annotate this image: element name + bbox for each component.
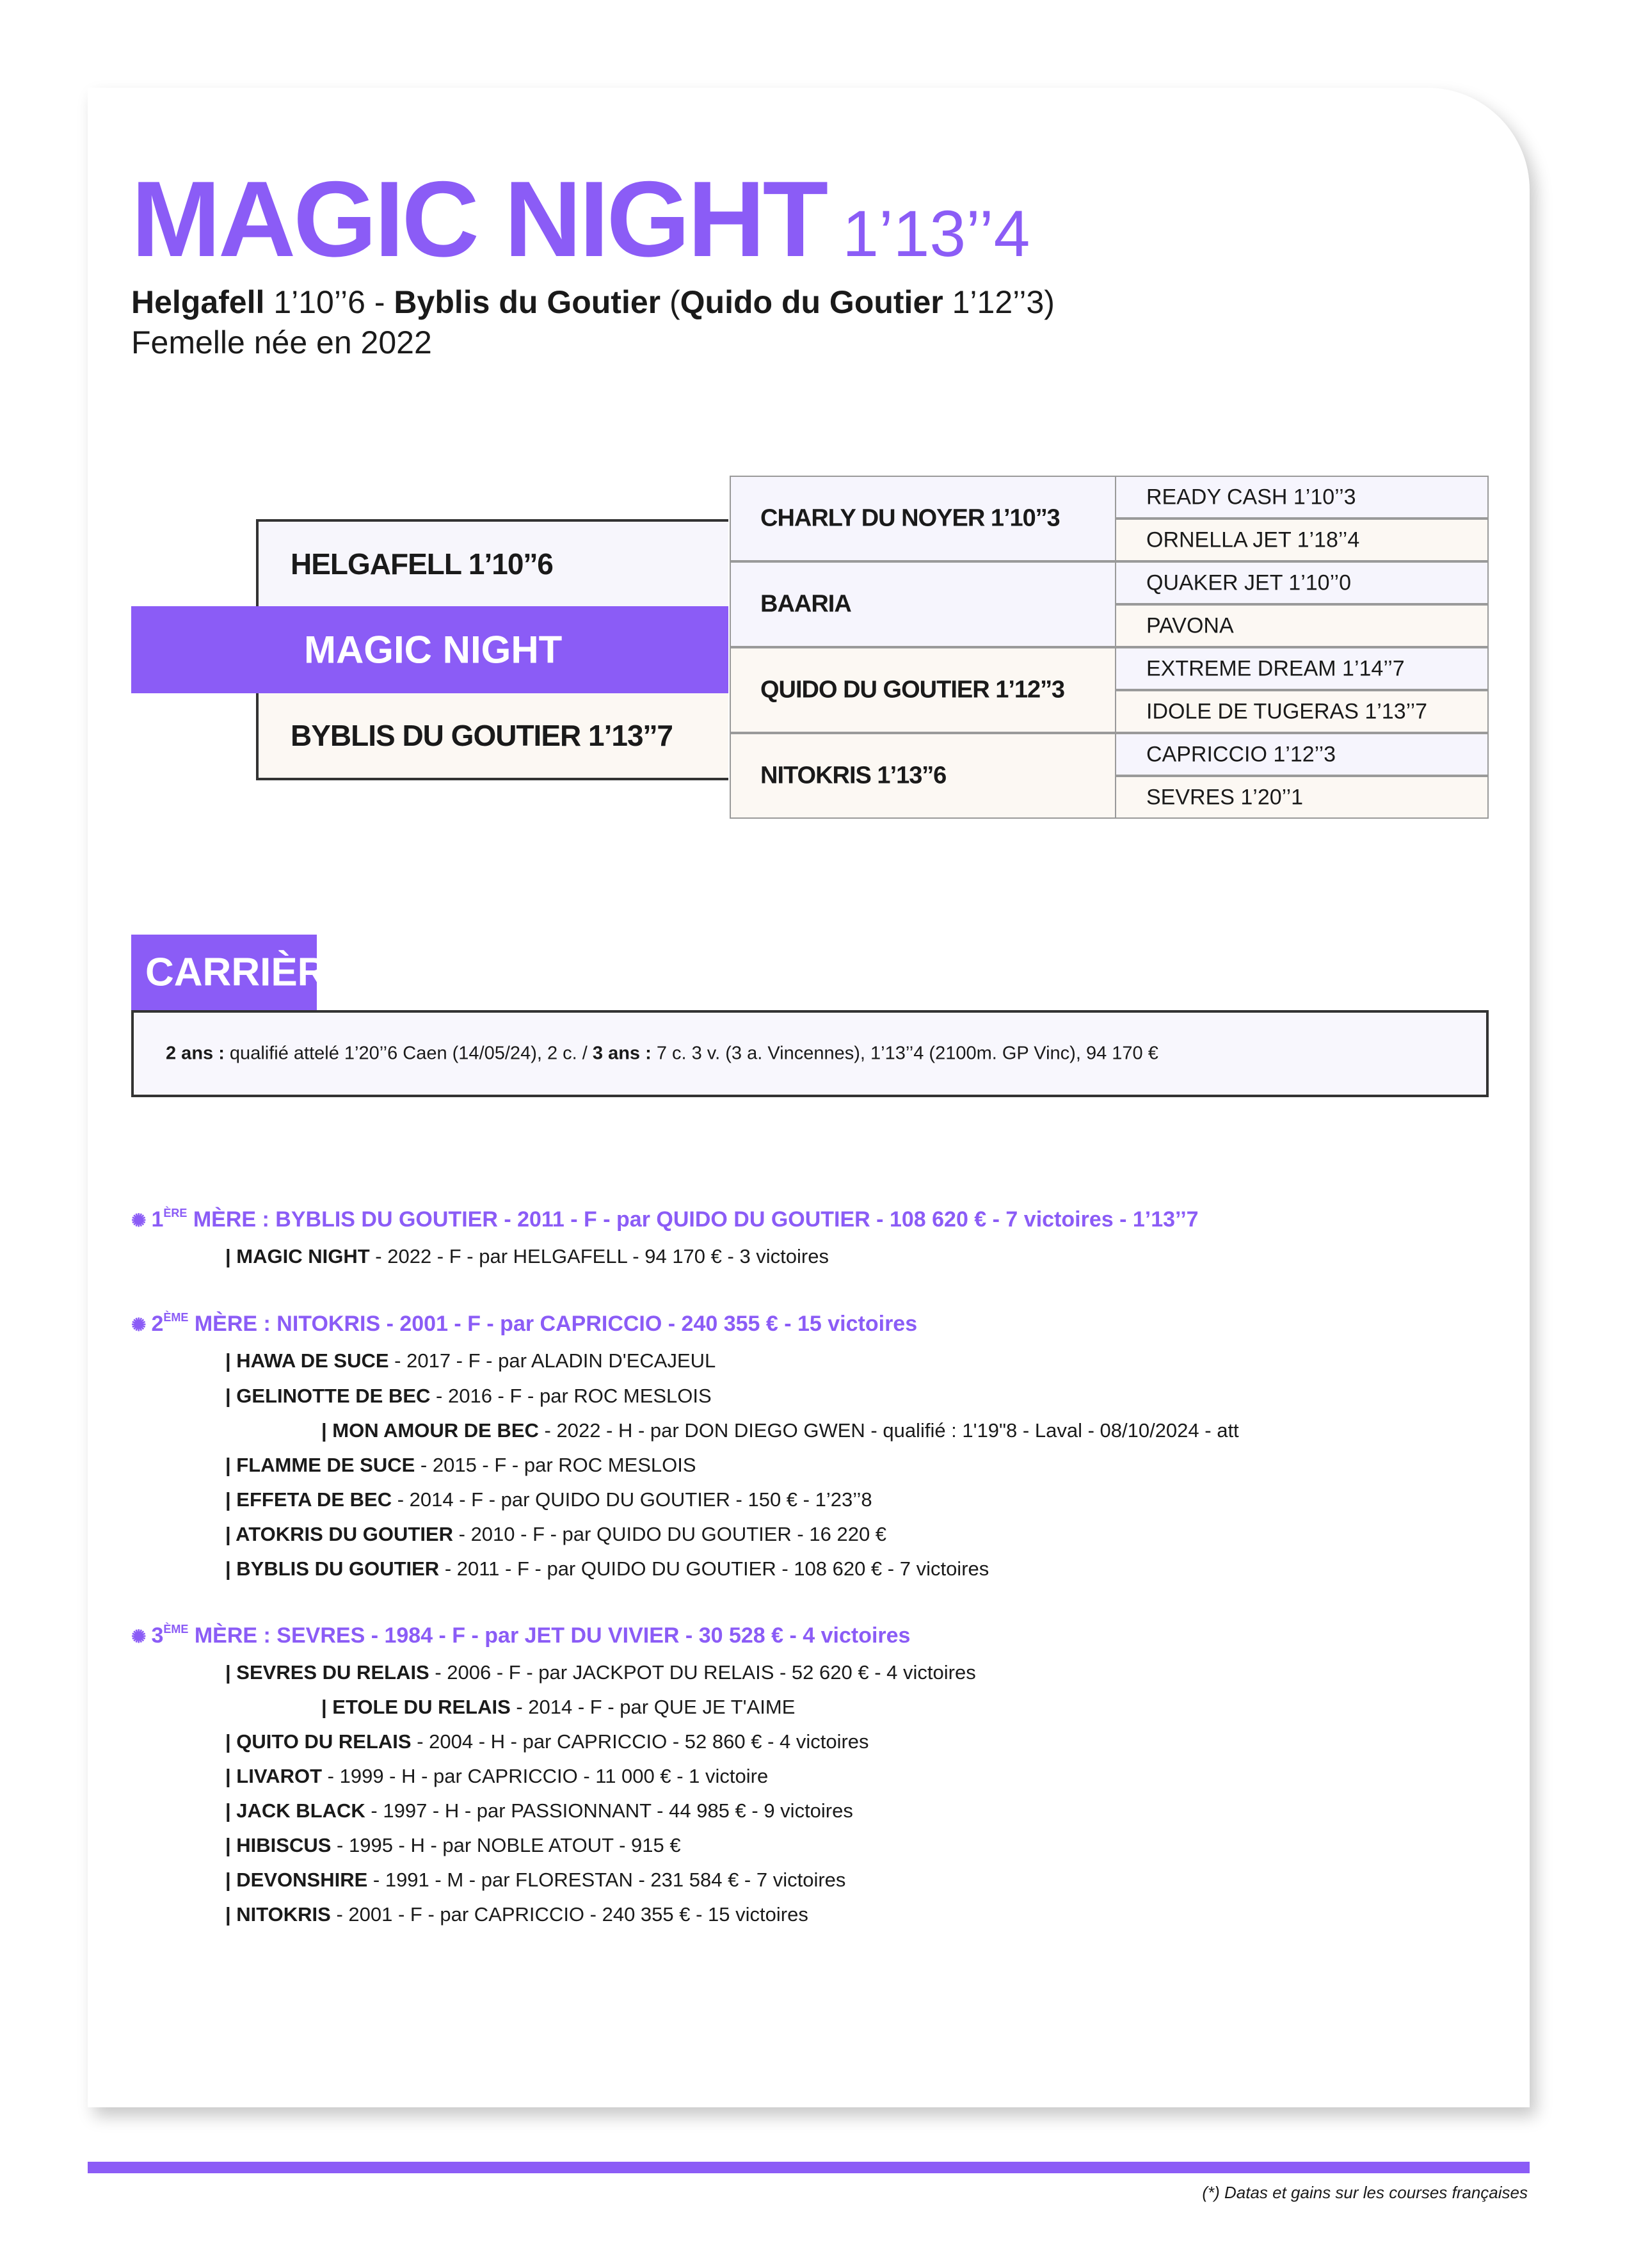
great-grandparent-label: QUAKER JET 1’10’’0 — [1146, 570, 1351, 595]
career-heading — [131, 935, 353, 1010]
great-grandparent-label: CAPRICCIO 1’12’’3 — [1146, 742, 1336, 766]
dam-rank: 3 — [151, 1623, 164, 1648]
produce-line — [225, 1385, 712, 1408]
produce-line — [225, 1903, 808, 1926]
produce-line — [225, 1523, 886, 1546]
produce-name: | SEVRES DU RELAIS — [225, 1661, 429, 1684]
pedigree-dam — [256, 693, 728, 780]
career-age3-text: 7 c. 3 v. (3 a. Vincennes), 1’13’’4 (2100m. GP Vinc), 94 170 € — [651, 1043, 1158, 1064]
produce-line — [321, 1696, 795, 1719]
pedigree-grandparent — [730, 561, 1116, 647]
career-age3-label: 3 ans : — [592, 1043, 652, 1064]
flower-icon: ✺ — [131, 1627, 147, 1646]
produce-name: | FLAMME DE SUCE — [225, 1454, 415, 1476]
pedigree-great-grandparent — [1115, 519, 1489, 561]
horse-title — [131, 159, 1030, 279]
pedigree-great-grandparent — [1115, 561, 1489, 604]
great-grandparent-label: EXTREME DREAM 1’14’’7 — [1146, 656, 1405, 680]
sire-record: 1’10’’6 — [273, 284, 365, 320]
produce-name: | DEVONSHIRE — [225, 1869, 368, 1891]
produce-line — [225, 1454, 696, 1477]
produce-line — [225, 1730, 869, 1753]
produce-detail: - 2011 - F - par QUIDO DU GOUTIER - 108 620 € - 7 victoires — [439, 1557, 989, 1580]
produce-name: | NITOKRIS — [225, 1903, 331, 1926]
produce-line — [225, 1349, 716, 1372]
produce-name: | MON AMOUR DE BEC — [321, 1419, 539, 1442]
produce-line — [225, 1661, 976, 1684]
produce-line — [225, 1799, 853, 1822]
damsire-name: Quido du Goutier — [680, 284, 943, 320]
pedigree-great-grandparent — [1115, 647, 1489, 690]
dam-text: MÈRE : BYBLIS DU GOUTIER - 2011 - F - par QUIDO DU GOUTIER - 108 620 € - 7 victoires - 1’13’’7 — [187, 1207, 1199, 1232]
great-grandparent-label: PAVONA — [1146, 613, 1234, 638]
horse-record: 1’13’’4 — [842, 197, 1030, 270]
grandparent-label: BAARIA — [760, 590, 851, 618]
career-heading-label: CARRIÈRE — [145, 950, 353, 995]
damsire-record: 1’12’’3 — [952, 284, 1045, 320]
pedigree-great-grandparent — [1115, 690, 1489, 733]
grandparent-label: CHARLY DU NOYER 1’10’’3 — [760, 504, 1060, 532]
second-dam-heading — [131, 1311, 917, 1337]
great-grandparent-label: ORNELLA JET 1’18’’4 — [1146, 527, 1360, 552]
produce-detail: - 2004 - H - par CAPRICCIO - 52 860 € - 4 victoires — [411, 1730, 869, 1753]
produce-line — [225, 1245, 829, 1268]
produce-line — [225, 1765, 768, 1788]
pedigree-great-grandparent — [1115, 776, 1489, 819]
produce-detail: - 2017 - F - par ALADIN D'ECAJEUL — [388, 1349, 716, 1372]
dam-text: MÈRE : NITOKRIS - 2001 - F - par CAPRICCIO - 240 355 € - 15 victoires — [188, 1312, 918, 1336]
career-text — [166, 1043, 1158, 1065]
pedigree-grandparent — [730, 733, 1116, 819]
produce-name: | QUITO DU RELAIS — [225, 1730, 412, 1753]
produce-detail: - 2006 - F - par JACKPOT DU RELAIS - 52 620 € - 4 victoires — [429, 1661, 976, 1684]
produce-name: | HIBISCUS — [225, 1834, 332, 1856]
flower-icon: ✺ — [131, 1315, 147, 1335]
produce-detail: - 2014 - F - par QUE JE T'AIME — [510, 1696, 796, 1718]
pedigree-great-grandparent — [1115, 476, 1489, 519]
produce-detail: - 2015 - F - par ROC MESLOIS — [415, 1454, 696, 1476]
produce-name: | MAGIC NIGHT — [225, 1245, 370, 1267]
parentage-line: Helgafell 1’10’’6 - Byblis du Goutier (Quido du Goutier 1’12’’3) — [131, 284, 1055, 320]
pedigree-sire-label: HELGAFELL 1’10’’6 — [291, 547, 553, 581]
produce-name: | LIVAROT — [225, 1765, 323, 1787]
produce-line — [321, 1419, 1239, 1442]
grandparent-label: NITOKRIS 1’13’’6 — [760, 762, 947, 789]
great-grandparent-label: READY CASH 1’10’’3 — [1146, 485, 1356, 509]
pedigree-great-grandparent — [1115, 604, 1489, 647]
flower-icon: ✺ — [131, 1210, 147, 1230]
horse-name: MAGIC NIGHT — [131, 159, 826, 279]
dam-name: Byblis du Goutier — [394, 284, 661, 320]
career-age2-label: 2 ans : — [166, 1043, 225, 1064]
produce-line — [225, 1869, 845, 1892]
pedigree-grandparent — [730, 647, 1116, 733]
produce-detail: - 1991 - M - par FLORESTAN - 231 584 € - 7 victoires — [367, 1869, 846, 1891]
produce-line — [225, 1834, 681, 1857]
pedigree-horse-label: MAGIC NIGHT — [304, 628, 563, 672]
horse-description: Femelle née en 2022 — [131, 325, 432, 360]
first-dam-heading — [131, 1207, 1199, 1232]
pedigree-dam-label: BYBLIS DU GOUTIER 1’13’’7 — [291, 719, 673, 752]
produce-detail: - 2022 - H - par DON DIEGO GWEN - qualifié : 1'19"8 - Laval - 08/10/2024 - att — [538, 1419, 1239, 1442]
produce-name: | ETOLE DU RELAIS — [321, 1696, 511, 1718]
dam-rank-suffix: ÈRE — [163, 1207, 188, 1219]
great-grandparent-label: IDOLE DE TUGERAS 1’13’’7 — [1146, 699, 1428, 723]
produce-line — [225, 1488, 872, 1511]
dam-rank: 2 — [151, 1312, 164, 1336]
pedigree-horse — [131, 606, 728, 693]
produce-detail: - 2022 - F - par HELGAFELL - 94 170 € - 3 victoires — [369, 1245, 829, 1267]
grandparent-label: QUIDO DU GOUTIER 1’12’’3 — [760, 676, 1065, 704]
produce-detail: - 1997 - H - par PASSIONNANT - 44 985 € - 9 victoires — [365, 1799, 853, 1822]
footer-divider — [88, 2162, 1530, 2173]
pedigree-sire — [256, 519, 728, 606]
career-age2-text: qualifié attelé 1’20’’6 Caen (14/05/24), 2 c. / — [224, 1043, 593, 1064]
produce-detail: - 2010 - F - par QUIDO DU GOUTIER - 16 220 € — [453, 1523, 887, 1545]
pedigree-great-grandparent — [1115, 733, 1489, 776]
produce-detail: - 1999 - H - par CAPRICCIO - 11 000 € - 1 victoire — [322, 1765, 769, 1787]
produce-name: | ATOKRIS DU GOUTIER — [225, 1523, 454, 1545]
career-summary — [131, 1010, 1489, 1097]
dam-text: MÈRE : SEVRES - 1984 - F - par JET DU VIVIER - 30 528 € - 4 victoires — [188, 1623, 911, 1648]
dam-rank: 1 — [151, 1207, 164, 1232]
footnote: (*) Datas et gains sur les courses françaises — [1202, 2183, 1528, 2202]
produce-detail: - 2014 - F - par QUIDO DU GOUTIER - 150 € - 1’23’’8 — [392, 1488, 872, 1511]
produce-name: | GELINOTTE DE BEC — [225, 1385, 431, 1407]
produce-line — [225, 1557, 989, 1580]
produce-name: | JACK BLACK — [225, 1799, 365, 1822]
produce-detail: - 1995 - H - par NOBLE ATOUT - 915 € — [331, 1834, 681, 1856]
produce-name: | HAWA DE SUCE — [225, 1349, 389, 1372]
produce-detail: - 2001 - F - par CAPRICCIO - 240 355 € - 15 victoires — [330, 1903, 808, 1926]
dam-rank-suffix: ÈME — [163, 1623, 189, 1636]
sire-name: Helgafell — [131, 284, 265, 320]
produce-name: | BYBLIS DU GOUTIER — [225, 1557, 440, 1580]
produce-name: | EFFETA DE BEC — [225, 1488, 392, 1511]
pedigree-grandparent — [730, 476, 1116, 561]
great-grandparent-label: SEVRES 1’20’’1 — [1146, 785, 1304, 809]
produce-detail: - 2016 - F - par ROC MESLOIS — [430, 1385, 712, 1407]
dam-rank-suffix: ÈME — [163, 1311, 189, 1324]
third-dam-heading — [131, 1623, 910, 1648]
